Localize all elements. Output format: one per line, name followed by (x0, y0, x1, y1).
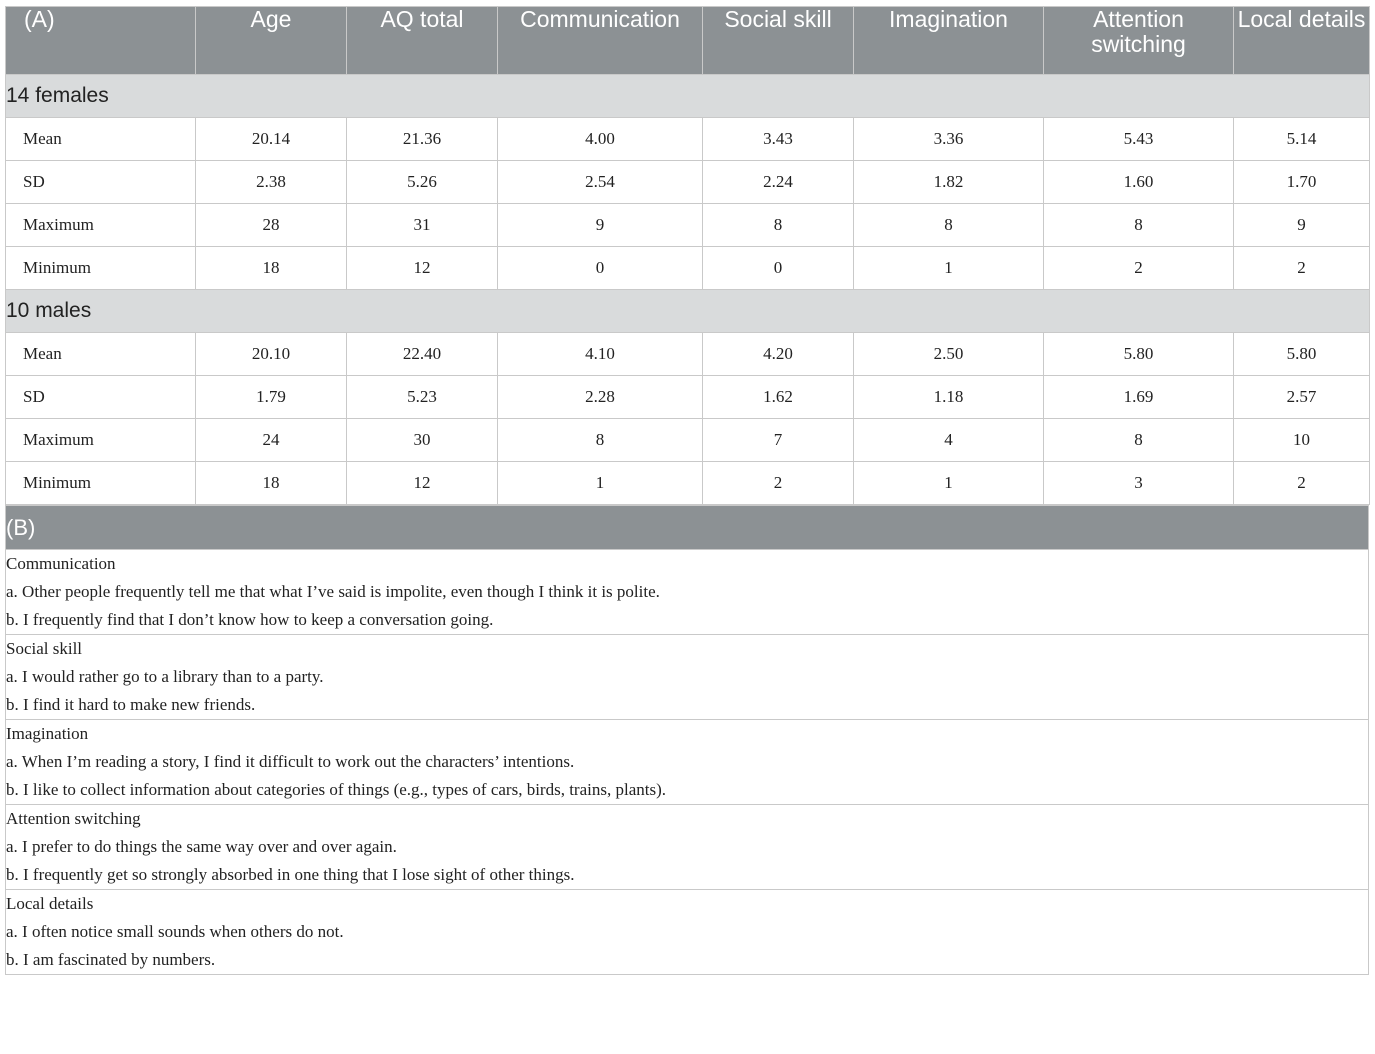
table-cell: 3.43 (703, 118, 854, 161)
questionnaire-item: b. I like to collect information about categories of things (e.g., types of cars, birds, trains, plants). (6, 780, 666, 799)
section-title: Communication (6, 554, 116, 573)
column-header-imagination: Imagination (854, 7, 1044, 75)
section-title: Imagination (6, 724, 89, 743)
item-section-cell (6, 720, 1369, 805)
questionnaire-item: a. Other people frequently tell me that what I’ve said is impolite, even though I think it is polite. (6, 582, 660, 601)
table-row (6, 247, 1370, 290)
table-cell: 2.28 (498, 376, 703, 419)
panel-b-label: (B) (6, 506, 1369, 550)
table-a-header-row (6, 7, 1370, 75)
column-header-aq-total: AQ total (347, 7, 498, 75)
table-cell: 28 (196, 204, 347, 247)
table-cell: 22.40 (347, 333, 498, 376)
row-label: Mean (6, 118, 196, 161)
table-cell: 4.00 (498, 118, 703, 161)
table-cell: 2.38 (196, 161, 347, 204)
table-cell: 20.14 (196, 118, 347, 161)
table-cell: 5.26 (347, 161, 498, 204)
table-cell: 4.10 (498, 333, 703, 376)
table-cell: 1.79 (196, 376, 347, 419)
item-section (6, 890, 1369, 975)
group-label: 10 males (6, 290, 1370, 333)
table-a (5, 6, 1370, 505)
column-header-attention-switching: Attention switching (1044, 7, 1234, 75)
table-row (6, 419, 1370, 462)
section-title: Attention switching (6, 809, 141, 828)
section-title: Local details (6, 894, 94, 913)
row-label: SD (6, 376, 196, 419)
row-label: Maximum (6, 419, 196, 462)
table-cell: 7 (703, 419, 854, 462)
table-cell: 9 (1234, 204, 1370, 247)
table-cell: 12 (347, 462, 498, 505)
table-row (6, 333, 1370, 376)
questionnaire-item: b. I frequently find that I don’t know how to keep a conversation going. (6, 610, 494, 629)
table-cell: 2.57 (1234, 376, 1370, 419)
table-row (6, 118, 1370, 161)
table-cell: 2 (703, 462, 854, 505)
table-cell: 2.50 (854, 333, 1044, 376)
panel-a-label: (A) (6, 7, 196, 75)
table-cell: 1 (498, 462, 703, 505)
table-cell: 0 (498, 247, 703, 290)
table-cell: 5.23 (347, 376, 498, 419)
row-label: SD (6, 161, 196, 204)
table-cell: 9 (498, 204, 703, 247)
table-cell: 0 (703, 247, 854, 290)
table-cell: 2.24 (703, 161, 854, 204)
item-section (6, 550, 1369, 635)
table-cell: 8 (703, 204, 854, 247)
item-section-cell (6, 805, 1369, 890)
table-cell: 20.10 (196, 333, 347, 376)
table-b-header-row (6, 506, 1369, 550)
item-section (6, 805, 1369, 890)
section-title: Social skill (6, 639, 83, 658)
item-section-cell (6, 550, 1369, 635)
table-cell: 8 (1044, 419, 1234, 462)
aq-table-document (5, 6, 1369, 975)
row-label: Minimum (6, 247, 196, 290)
table-cell: 1.69 (1044, 376, 1234, 419)
item-section (6, 635, 1369, 720)
table-cell: 2.54 (498, 161, 703, 204)
questionnaire-item: a. I prefer to do things the same way over and over again. (6, 837, 397, 856)
table-cell: 8 (1044, 204, 1234, 247)
table-cell: 1 (854, 247, 1044, 290)
table-cell: 8 (498, 419, 703, 462)
questionnaire-item: a. When I’m reading a story, I find it difficult to work out the characters’ intentions. (6, 752, 575, 771)
item-section-cell (6, 635, 1369, 720)
table-cell: 1.82 (854, 161, 1044, 204)
item-section (6, 720, 1369, 805)
table-cell: 2 (1234, 247, 1370, 290)
table-a-body (6, 75, 1370, 505)
table-row (6, 462, 1370, 505)
table-cell: 3.36 (854, 118, 1044, 161)
table-cell: 18 (196, 462, 347, 505)
row-label: Mean (6, 333, 196, 376)
table-cell: 24 (196, 419, 347, 462)
questionnaire-item: b. I frequently get so strongly absorbed in one thing that I lose sight of other things. (6, 865, 575, 884)
table-cell: 1.62 (703, 376, 854, 419)
table-cell: 5.43 (1044, 118, 1234, 161)
table-cell: 1.18 (854, 376, 1044, 419)
table-cell: 31 (347, 204, 498, 247)
questionnaire-item: b. I find it hard to make new friends. (6, 695, 256, 714)
table-cell: 1.70 (1234, 161, 1370, 204)
table-cell: 5.80 (1234, 333, 1370, 376)
table-cell: 1.60 (1044, 161, 1234, 204)
row-label: Maximum (6, 204, 196, 247)
table-cell: 21.36 (347, 118, 498, 161)
table-cell: 18 (196, 247, 347, 290)
group-label: 14 females (6, 75, 1370, 118)
questionnaire-item: a. I often notice small sounds when others do not. (6, 922, 344, 941)
table-cell: 10 (1234, 419, 1370, 462)
table-row (6, 376, 1370, 419)
table-b (5, 505, 1369, 975)
table-cell: 4.20 (703, 333, 854, 376)
table-cell: 3 (1044, 462, 1234, 505)
table-cell: 1 (854, 462, 1044, 505)
column-header-social-skill: Social skill (703, 7, 854, 75)
group-row (6, 290, 1370, 333)
item-section-cell (6, 890, 1369, 975)
table-row (6, 161, 1370, 204)
table-cell: 5.80 (1044, 333, 1234, 376)
column-header-communication: Communication (498, 7, 703, 75)
column-header-age: Age (196, 7, 347, 75)
questionnaire-item: b. I am fascinated by numbers. (6, 950, 216, 969)
table-cell: 2 (1044, 247, 1234, 290)
table-row (6, 204, 1370, 247)
questionnaire-item: a. I would rather go to a library than to a party. (6, 667, 324, 686)
table-cell: 2 (1234, 462, 1370, 505)
table-cell: 30 (347, 419, 498, 462)
table-cell: 8 (854, 204, 1044, 247)
group-row (6, 75, 1370, 118)
table-cell: 12 (347, 247, 498, 290)
column-header-local-details: Local details (1234, 7, 1370, 75)
table-cell: 5.14 (1234, 118, 1370, 161)
table-cell: 4 (854, 419, 1044, 462)
row-label: Minimum (6, 462, 196, 505)
